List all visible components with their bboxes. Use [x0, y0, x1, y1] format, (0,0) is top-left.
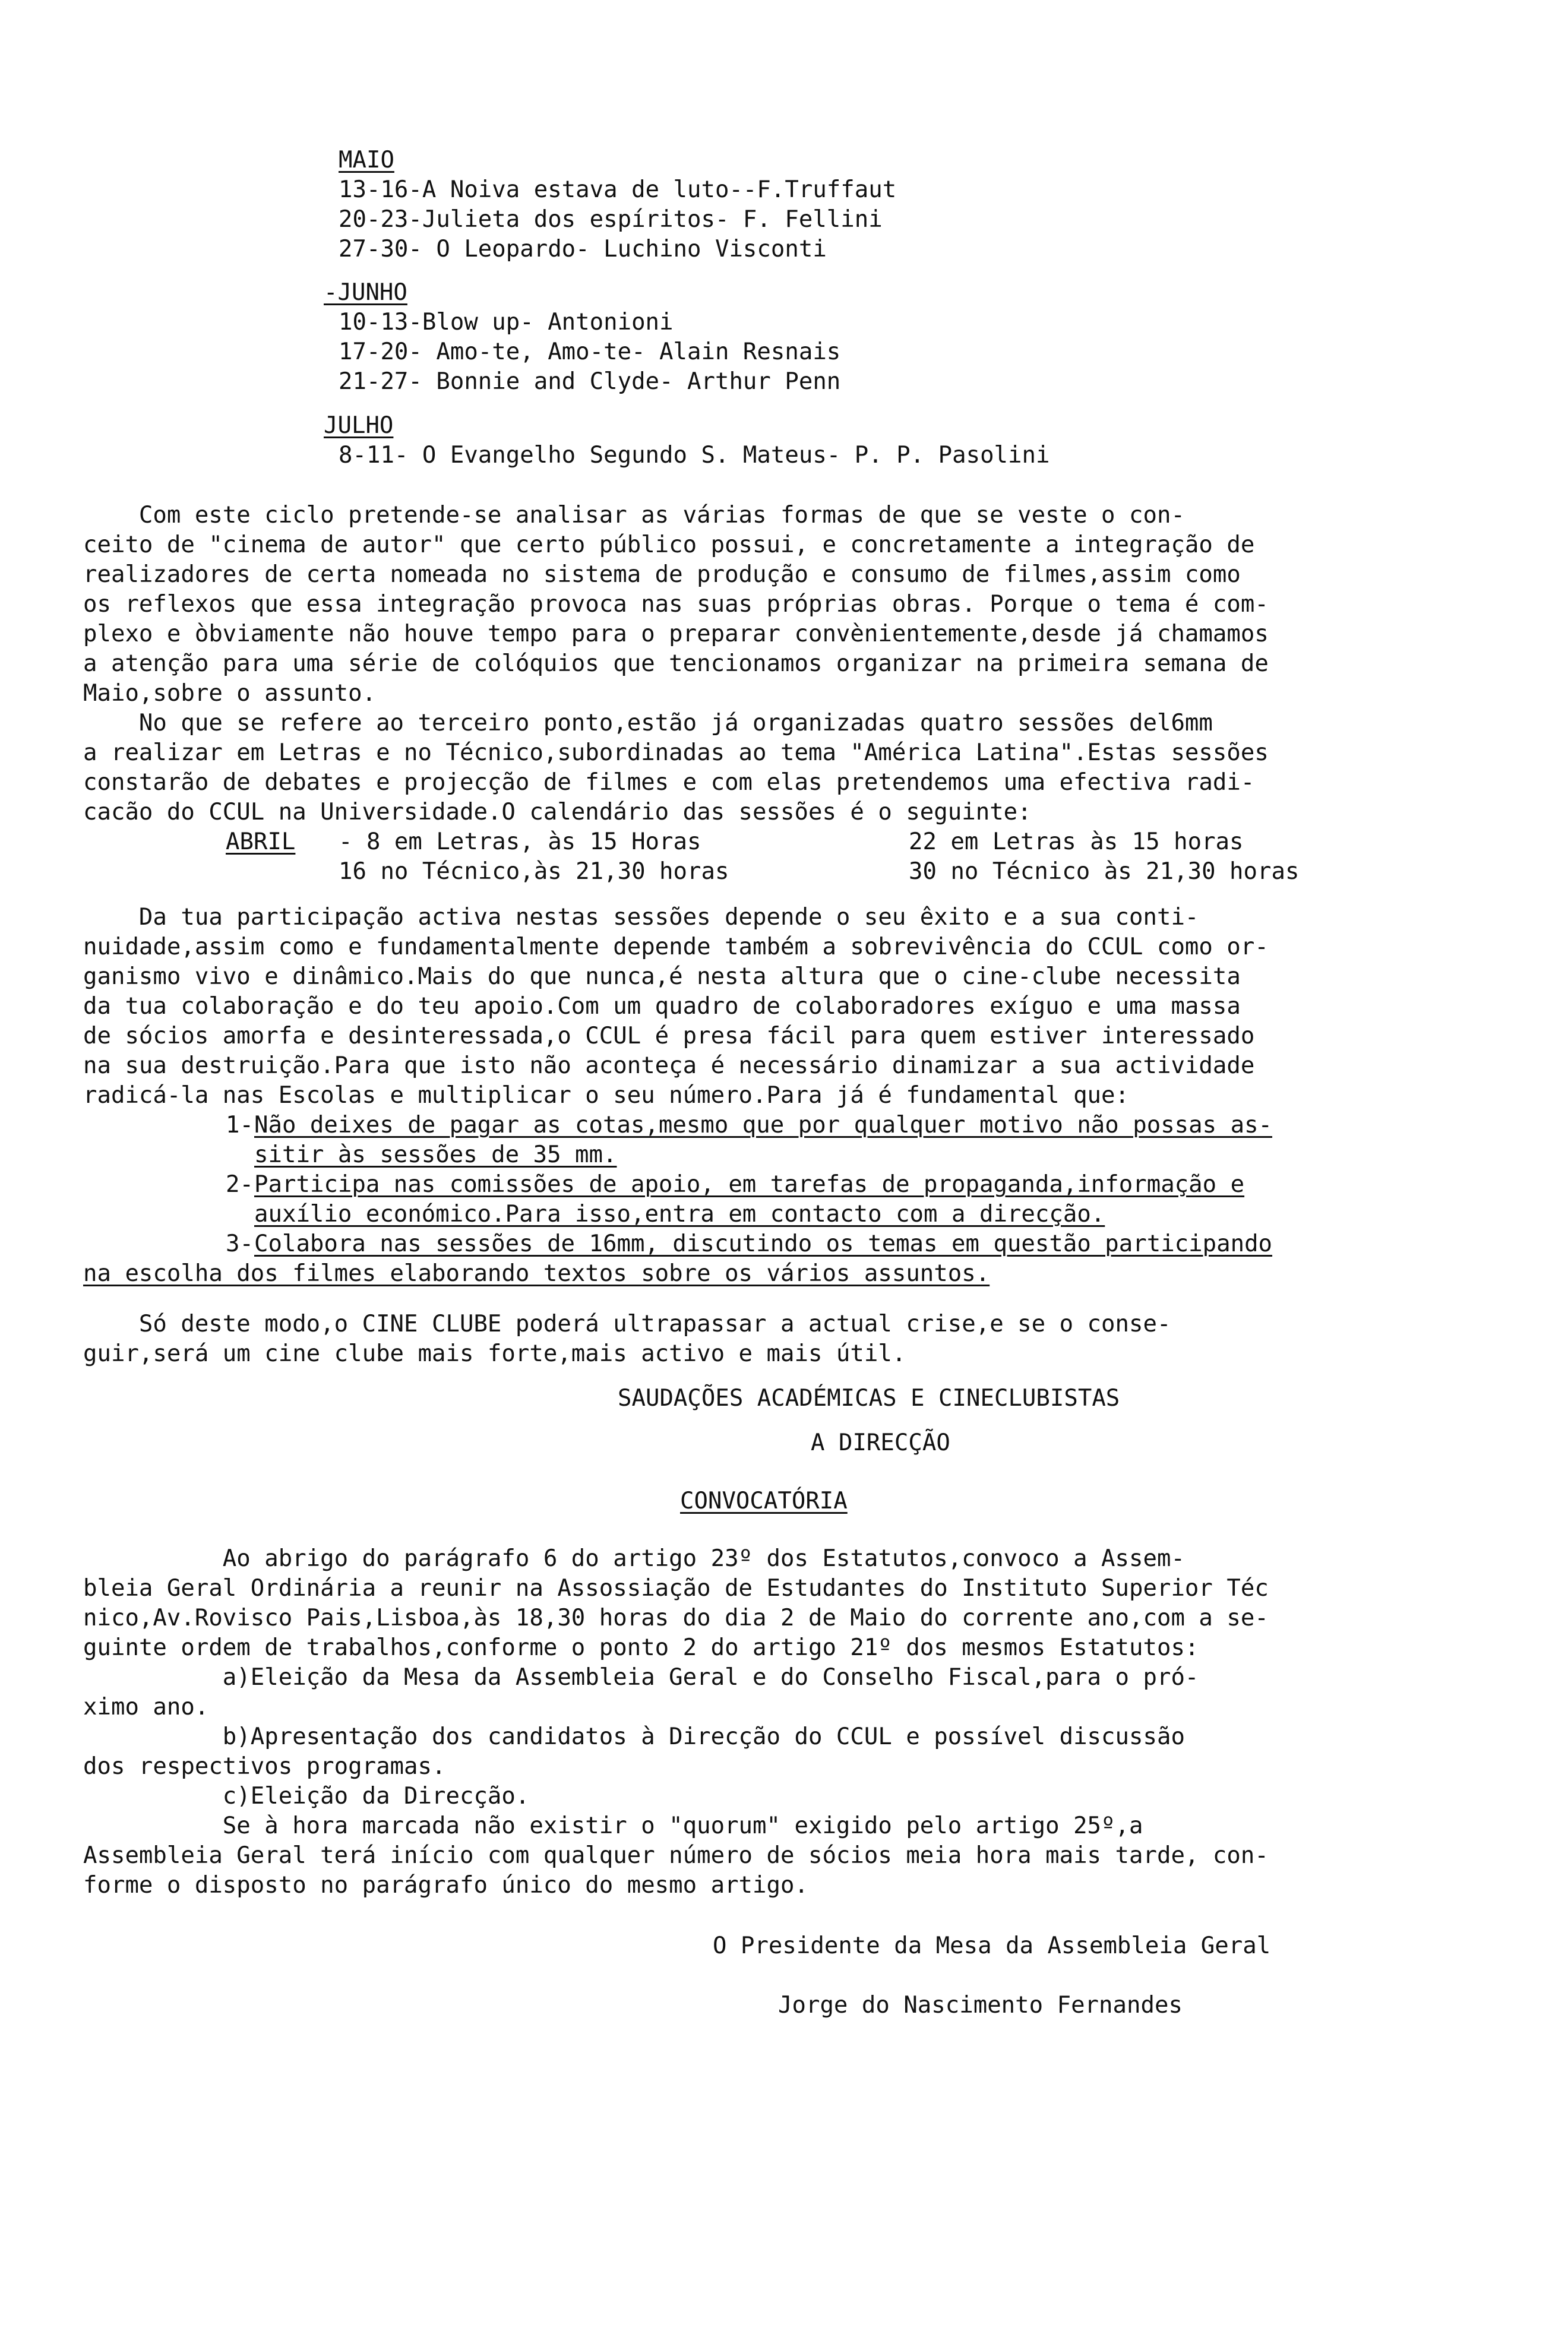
paragraph-line: Com este ciclo pretende-se analisar as várias formas de que se veste o con-	[83, 502, 1185, 529]
point-number: 2-	[226, 1171, 254, 1198]
paragraph-line: de sócios amorfa e desinteressada,o CCUL é presa fácil para quem estiver interessado	[83, 1023, 1255, 1049]
convocatoria-title: CONVOCATÓRIA	[680, 1488, 848, 1514]
calendar-session: 30 no Técnico às 21,30 horas	[909, 858, 1300, 885]
paragraph-line: forme o disposto no parágrafo único do mesmo artigo.	[83, 1872, 808, 1899]
calendar-session: - 8 em Letras, às 15 Horas	[339, 828, 701, 855]
paragraph-line: Só deste modo,o CINE CLUBE poderá ultrapassar a actual crise,e se o conse-	[83, 1311, 1171, 1337]
schedule-item: 10-13-Blow up- Antonioni	[339, 309, 674, 336]
paragraph-line: bleia Geral Ordinária a reunir na Assossiação de Estudantes do Instituto Superior Téc	[83, 1575, 1269, 1602]
paragraph-line: ximo ano.	[83, 1694, 209, 1720]
heading-july: JULHO	[324, 412, 394, 439]
heading-june: -JUNHO	[324, 279, 407, 306]
point-line: Colabora nas sessões de 16mm, discutindo os temas em questão participando	[254, 1231, 1273, 1257]
paragraph-line: Assembleia Geral terá início com qualquer número de sócios meia hora mais tarde, con-	[83, 1842, 1269, 1869]
paragraph-line: cacão do CCUL na Universidade.O calendário das sessões é o seguinte:	[83, 799, 1032, 825]
paragraph-line: os reflexos que essa integração provoca nas suas próprias obras. Porque o tema é com-	[83, 591, 1269, 618]
calendar-session: 22 em Letras às 15 horas	[909, 828, 1244, 855]
point-number: 1-	[226, 1112, 254, 1138]
schedule-item: 27-30- O Leopardo- Luchino Visconti	[339, 236, 827, 262]
heading-may: MAIO	[339, 147, 394, 173]
calendar-session: 16 no Técnico,às 21,30 horas	[339, 858, 729, 885]
paragraph-line: da tua colaboração e do teu apoio.Com um quadro de colaboradores exíguo e uma massa	[83, 993, 1241, 1020]
paragraph-line: realizadores de certa nomeada no sistema de produção e consumo de filmes,assim como	[83, 561, 1241, 588]
point-number: 3-	[226, 1231, 254, 1257]
paragraph-line: a realizar em Letras e no Técnico,subordinadas ao tema "América Latina".Estas sessões	[83, 739, 1269, 766]
schedule-item: 21-27- Bonnie and Clyde- Arthur Penn	[339, 368, 841, 395]
paragraph-line: Maio,sobre o assunto.	[83, 680, 377, 707]
paragraph-line: ceito de "cinema de autor" que certo público possui, e concretamente a integração de	[83, 532, 1255, 558]
schedule-item: 8-11- O Evangelho Segundo S. Mateus- P. P. Pasolini	[339, 442, 1050, 469]
point-line: Participa nas comissões de apoio, em tarefas de propaganda,informação e	[254, 1171, 1245, 1198]
paragraph-line: Da tua participação activa nestas sessões depende o seu êxito e a sua conti-	[83, 904, 1199, 931]
paragraph-line: nico,Av.Rovisco Pais,Lisboa,às 18,30 horas do dia 2 de Maio do corrente ano,com a se-	[83, 1605, 1269, 1631]
point-line: auxílio económico.Para isso,entra em contacto com a direcção.	[254, 1201, 1105, 1228]
calendar-month: ABRIL	[226, 828, 296, 855]
paragraph-line: No que se refere ao terceiro ponto,estão já organizadas quatro sessões del6mm	[83, 710, 1213, 736]
schedule-item: 17-20- Amo-te, Amo-te- Alain Resnais	[339, 339, 841, 365]
paragraph-line: radicá-la nas Escolas e multiplicar o seu número.Para já é fundamental que:	[83, 1082, 1129, 1109]
president-name: Jorge do Nascimento Fernandes	[778, 1992, 1183, 2019]
schedule-item: 13-16-A Noiva estava de luto--F.Truffaut	[339, 176, 897, 203]
paragraph-line: ganismo vivo e dinâmico.Mais do que nunca,é nesta altura que o cine-clube necessita	[83, 963, 1241, 990]
paragraph-line: plexo e òbviamente não houve tempo para o preparar convènientemente,desde já chamamos	[83, 621, 1269, 647]
paragraph-line: b)Apresentação dos candidatos à Direcção do CCUL e possível discussão	[83, 1723, 1185, 1750]
paragraph-line: nuidade,assim como e fundamentalmente depende também a sobrevivência do CCUL como or-	[83, 934, 1269, 960]
paragraph-line: Se à hora marcada não existir o "quorum" exigido pelo artigo 25º,a	[83, 1813, 1143, 1839]
schedule-item: 20-23-Julieta dos espíritos- F. Fellini	[339, 206, 883, 233]
paragraph-line: guir,será um cine clube mais forte,mais activo e mais útil.	[83, 1340, 906, 1367]
paragraph-line: na sua destruição.Para que isto não aconteça é necessário dinamizar a sua actividade	[83, 1052, 1255, 1079]
paragraph-line: guinte ordem de trabalhos,conforme o ponto 2 do artigo 21º dos mesmos Estatutos:	[83, 1634, 1199, 1661]
paragraph-line: constarão de debates e projecção de filmes e com elas pretendemos uma efectiva radi-	[83, 769, 1255, 796]
paragraph-line: dos respectivos programas.	[83, 1753, 446, 1780]
point-line: na escolha dos filmes elaborando textos sobre os vários assuntos.	[83, 1260, 990, 1287]
paragraph-line: a atenção para uma série de colóquios que tencionamos organizar na primeira semana de	[83, 650, 1269, 677]
paragraph-line: c)Eleição da Direcção.	[83, 1783, 530, 1810]
signature-direccao: A DIRECÇÃO	[811, 1429, 950, 1456]
point-line: sitir às sessões de 35 mm.	[254, 1141, 617, 1168]
point-line: Não deixes de pagar as cotas,mesmo que por qualquer motivo não possas as-	[254, 1112, 1273, 1138]
paragraph-line: a)Eleição da Mesa da Assembleia Geral e do Conselho Fiscal,para o pró-	[83, 1664, 1199, 1691]
paragraph-line: Ao abrigo do parágrafo 6 do artigo 23º dos Estatutos,convoco a Assem-	[83, 1545, 1185, 1572]
president-title: O Presidente da Mesa da Assembleia Geral	[713, 1932, 1271, 1959]
greeting: SAUDAÇÕES ACADÉMICAS E CINECLUBISTAS	[618, 1385, 1120, 1412]
